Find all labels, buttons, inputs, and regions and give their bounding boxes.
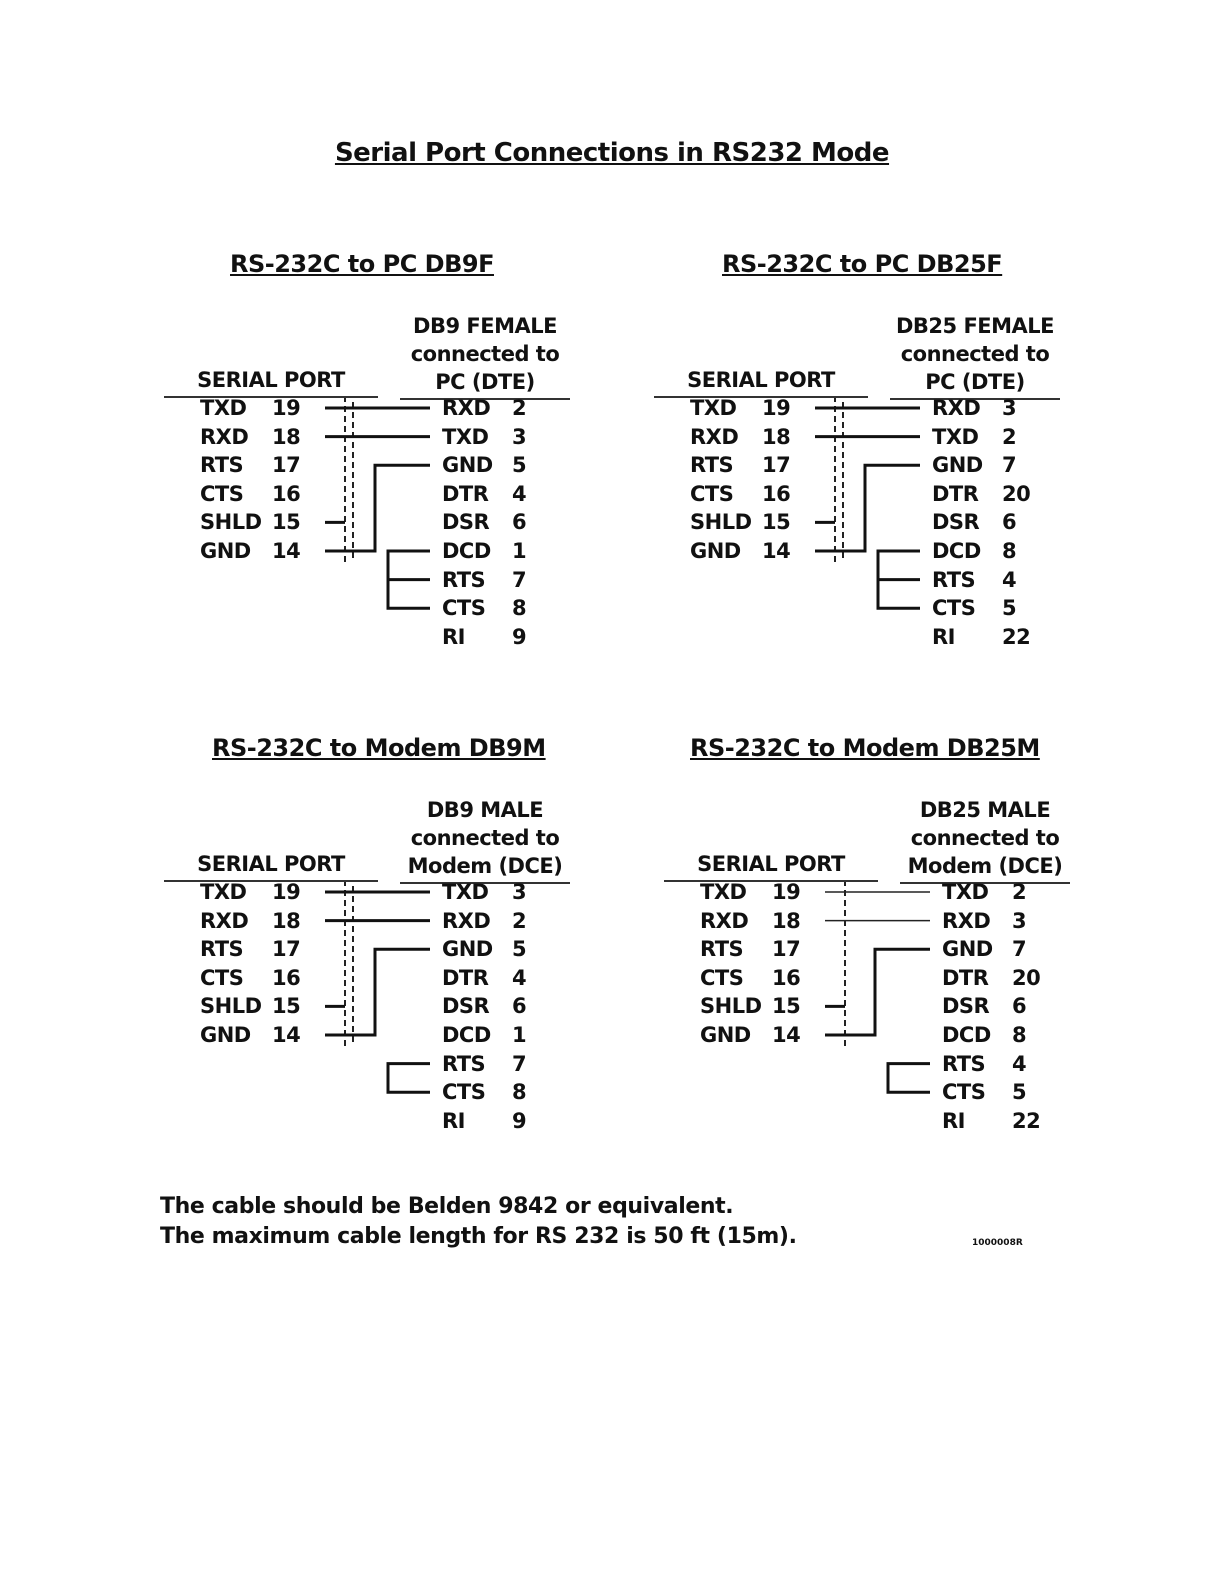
panel-modem-db9m [100,734,660,1174]
serial-pin-name: SHLD [200,510,262,535]
serial-pin-name: TXD [200,396,247,420]
serial-pin-number: 15 [272,510,301,535]
serial-pin-number: 17 [772,937,801,962]
connector-pin-number: 5 [1012,1080,1027,1105]
panel-title: RS-232C to PC DB9F [230,250,494,278]
cable-note: The cable should be Belden 9842 or equivalent. [160,1194,734,1219]
connector-pin-name: TXD [442,424,489,449]
wiring-diagram [100,734,660,1174]
serial-pin-number: 19 [272,396,301,420]
connector-pin-name: RTS [932,567,976,592]
connector-header-line: PC (DTE) [435,370,535,394]
serial-pin-number: 17 [272,937,301,962]
connector-header [900,796,1070,884]
connector-pin-number: 20 [1002,481,1031,506]
connector-pin-number: 1 [512,539,527,563]
figure-code: 1000008R [972,1238,1023,1248]
connector-pin-number: 3 [512,880,527,904]
connector-pin-name: TXD [442,880,489,904]
panel-pc-db9f [100,250,660,690]
connector-pin-name: RTS [442,567,486,592]
connector-pin-number: 3 [512,424,527,449]
connector-pin-number: 6 [512,994,527,1019]
serial-pin-number: 15 [762,510,791,535]
serial-pin-number: 18 [772,908,801,933]
connector-pin-number: 4 [1002,567,1017,592]
connector-pin-number: 7 [1012,937,1027,962]
connector-pin-name: RXD [942,908,991,933]
connector-pin-name: DSR [442,510,490,535]
connector-pin-name: DSR [442,994,490,1019]
serial-pin-name: TXD [200,880,247,904]
serial-pin-number: 17 [762,453,791,478]
serial-port-header: SERIAL PORT [164,368,378,398]
panel-modem-db25m [600,734,1160,1174]
connector-header [400,312,570,400]
jumper-wire [388,1064,430,1093]
wiring-diagram [590,250,1150,690]
connector-pin-number: 2 [512,908,527,933]
connector-pin-name: CTS [442,1080,486,1105]
connector-pin-number: 6 [1002,510,1017,535]
panel-pc-db25f [590,250,1150,690]
serial-pin-name: RTS [200,937,244,962]
serial-pin-name: CTS [690,481,734,506]
serial-pin-number: 16 [772,965,801,990]
connector-header-line: DB25 MALE [919,798,1051,822]
connector-pin-number: 4 [512,481,527,506]
connector-pin-name: DTR [932,481,979,506]
connector-pin-name: TXD [942,880,989,904]
connector-pin-name: GND [942,937,993,962]
connector-pin-number: 8 [512,596,527,621]
serial-pin-name: SHLD [700,994,762,1019]
connector-pin-number: 7 [512,567,527,592]
panel-title: RS-232C to Modem DB9M [212,734,546,762]
connector-pin-number: 6 [1012,994,1027,1019]
connector-header-line: DB25 FEMALE [895,314,1055,338]
connector-pin-name: GND [932,453,983,478]
connector-pin-name: RI [442,1108,465,1133]
serial-pin-name: GND [200,1023,251,1047]
connector-pin-name: RXD [442,908,491,933]
connector-pin-name: DTR [942,965,989,990]
connector-header-line: connected to [410,826,560,850]
connector-header-line: Modem (DCE) [407,854,563,878]
serial-pin-name: GND [200,539,251,563]
connector-header-line: DB9 MALE [426,798,544,822]
serial-pin-name: TXD [690,396,737,420]
connector-header-line: connected to [900,342,1050,366]
connector-pin-number: 20 [1012,965,1041,990]
connector-pin-name: CTS [942,1080,986,1105]
serial-pin-name: SHLD [200,994,262,1019]
connector-header-line: PC (DTE) [925,370,1025,394]
serial-pin-number: 14 [772,1023,801,1047]
serial-pin-name: GND [700,1023,751,1047]
connector-pin-number: 22 [1012,1108,1041,1133]
serial-pin-name: RXD [200,908,249,933]
panel-title: RS-232C to PC DB25F [722,250,1003,278]
connector-pin-name: RI [932,624,955,649]
serial-pin-name: RTS [200,453,244,478]
connector-header-line: connected to [410,342,560,366]
connector-pin-number: 7 [1002,453,1017,478]
connector-pin-name: RTS [942,1051,986,1076]
wiring-diagram [600,734,1160,1174]
wiring-diagram [100,250,660,690]
serial-port-header: SERIAL PORT [164,852,378,882]
connector-header-line: connected to [910,826,1060,850]
connector-pin-number: 3 [1012,908,1027,933]
serial-pin-number: 19 [272,880,301,904]
connector-pin-name: RI [942,1108,965,1133]
panel-title: RS-232C to Modem DB25M [690,734,1040,762]
serial-pin-number: 19 [762,396,791,420]
connector-pin-name: GND [442,453,493,478]
serial-pin-name: TXD [700,880,747,904]
serial-port-header: SERIAL PORT [664,852,878,882]
connector-pin-number: 4 [512,965,527,990]
connector-pin-name: DCD [442,539,491,563]
connector-pin-name: DCD [442,1023,491,1047]
connector-pin-name: GND [442,937,493,962]
serial-pin-name: RTS [700,937,744,962]
connector-pin-name: DCD [932,539,981,563]
connector-pin-name: DSR [942,994,990,1019]
page-title: Serial Port Connections in RS232 Mode [334,138,890,168]
connector-pin-number: 2 [1002,424,1017,449]
serial-pin-name: CTS [200,481,244,506]
serial-pin-number: 16 [272,481,301,506]
serial-pin-number: 14 [762,539,791,563]
serial-pin-name: SHLD [690,510,752,535]
serial-pin-number: 18 [272,908,301,933]
connector-pin-number: 9 [512,1108,527,1133]
connector-header [400,796,570,884]
connector-header-line: Modem (DCE) [907,854,1063,878]
serial-pin-number: 14 [272,1023,301,1047]
serial-pin-name: RXD [690,424,739,449]
serial-pin-number: 18 [762,424,791,449]
connector-pin-name: RXD [442,396,491,420]
serial-pin-number: 15 [772,994,801,1019]
connector-pin-number: 4 [1012,1051,1027,1076]
connector-pin-number: 22 [1002,624,1031,649]
length-note: The maximum cable length for RS 232 is 50 ft (15m). [160,1224,797,1249]
serial-pin-name: RTS [690,453,734,478]
serial-pin-number: 16 [762,481,791,506]
ground-wire [325,465,430,551]
connector-pin-number: 8 [512,1080,527,1105]
connector-header-line: DB9 FEMALE [413,314,557,338]
serial-pin-name: CTS [700,965,744,990]
connector-pin-name: DSR [932,510,980,535]
connector-pin-name: RXD [932,396,981,420]
connector-pin-name: RTS [442,1051,486,1076]
ground-wire [815,465,920,551]
connector-pin-number: 7 [512,1051,527,1076]
ground-wire [325,949,430,1035]
connector-pin-name: CTS [442,596,486,621]
connector-pin-number: 2 [512,396,527,420]
connector-pin-number: 8 [1012,1023,1027,1047]
serial-pin-name: RXD [700,908,749,933]
serial-pin-number: 16 [272,965,301,990]
serial-pin-number: 14 [272,539,301,563]
connector-header [890,312,1060,400]
ground-wire [825,949,930,1035]
connector-pin-name: DCD [942,1023,991,1047]
connector-pin-name: DTR [442,965,489,990]
serial-pin-name: CTS [200,965,244,990]
connector-pin-name: DTR [442,481,489,506]
serial-pin-number: 15 [272,994,301,1019]
connector-pin-number: 5 [512,937,527,962]
connector-pin-number: 5 [512,453,527,478]
connector-pin-number: 3 [1002,396,1017,420]
serial-pin-number: 18 [272,424,301,449]
connector-pin-number: 9 [512,624,527,649]
serial-pin-number: 19 [772,880,801,904]
jumper-wire [888,1064,930,1093]
connector-pin-name: TXD [932,424,979,449]
connector-pin-name: CTS [932,596,976,621]
connector-pin-number: 5 [1002,596,1017,621]
connector-pin-number: 2 [1012,880,1027,904]
serial-pin-number: 17 [272,453,301,478]
connector-pin-name: RI [442,624,465,649]
serial-pin-name: GND [690,539,741,563]
connector-pin-number: 6 [512,510,527,535]
serial-pin-name: RXD [200,424,249,449]
serial-port-header: SERIAL PORT [654,368,868,398]
connector-pin-number: 1 [512,1023,527,1047]
connector-pin-number: 8 [1002,539,1017,563]
